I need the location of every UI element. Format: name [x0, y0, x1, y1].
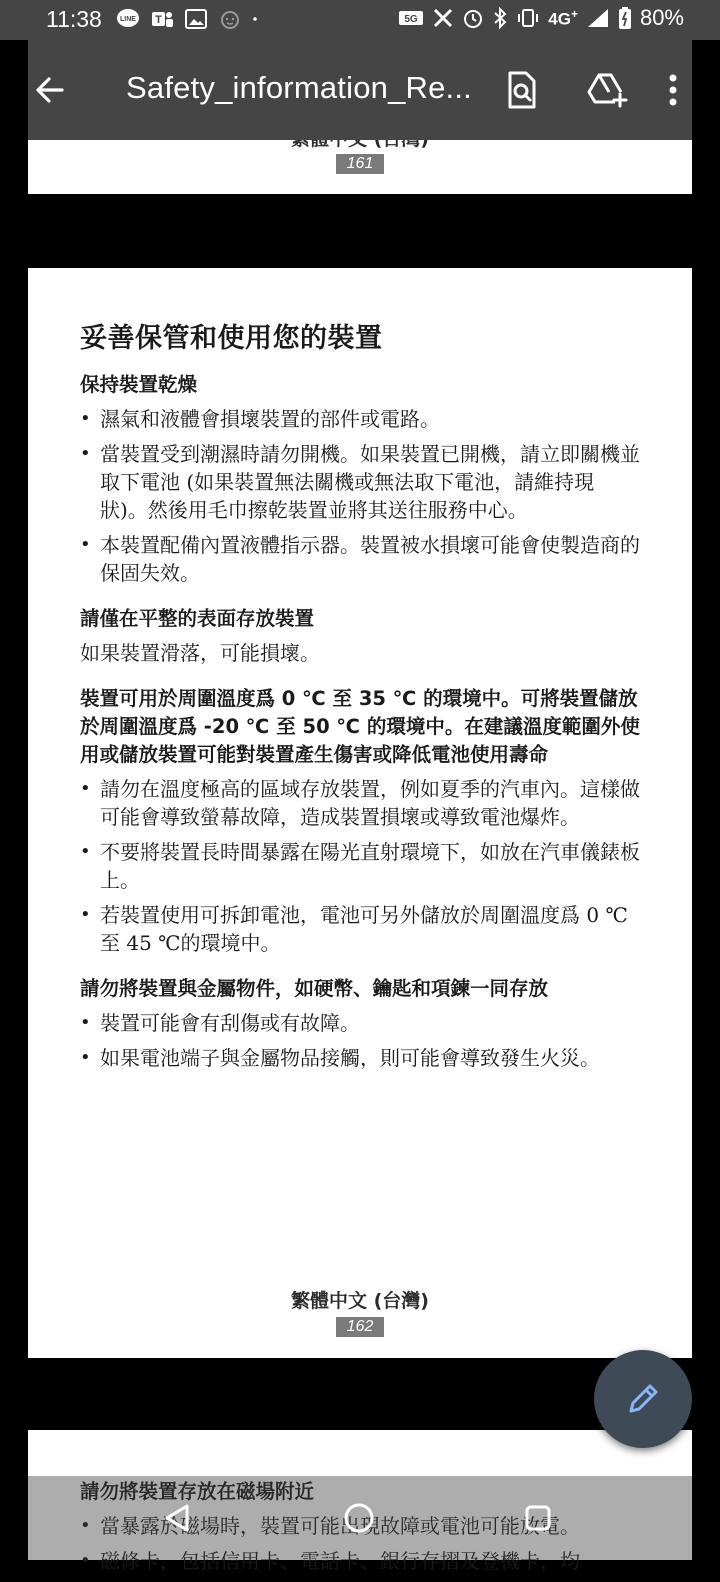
network-type: 4G+ [548, 6, 578, 29]
bullet-list-temperature [80, 775, 640, 957]
document-title: Safety_information_Re... [126, 70, 472, 105]
list-item: • 若裝置使用可拆卸電池，電池可另外儲放於周圍溫度爲 0 ℃ 至 45 ℃的環境中。 [80, 901, 640, 957]
x-app-icon [432, 8, 454, 28]
back-button[interactable] [28, 64, 72, 116]
alarm-icon [462, 7, 484, 29]
svg-text:T: T [155, 14, 162, 26]
app-bar [28, 40, 692, 140]
add-to-drive-icon [587, 72, 629, 108]
list-item: • 請勿在溫度極高的區域存放裝置，例如夏季的汽車內。這樣做可能會導致螢幕故障，造成裝置損壞或導致電池爆炸。 [80, 775, 640, 831]
list-item: • 如果電池端子與金屬物品接觸，則可能會導致發生火災。 [80, 1044, 640, 1072]
find-in-document-button[interactable] [498, 66, 546, 114]
list-item: • 濕氣和液體會損壞裝置的部件或電路。 [80, 405, 640, 433]
nav-home-button[interactable] [339, 1498, 379, 1538]
list-item: • 當裝置受到潮濕時請勿開機。如果裝置已開機，請立即關機並取下電池 (如果裝置無法關機或無法取下電池，請維持現狀)。然後用毛巾擦乾裝置並將其送往服務中心。 [80, 440, 640, 524]
left-gutter [0, 40, 28, 1560]
face-icon [218, 8, 242, 30]
subheading-keep-dry: 保持裝置乾燥 [80, 373, 198, 396]
svg-text:LINE: LINE [120, 16, 136, 23]
nav-back-button[interactable] [158, 1498, 198, 1538]
nav-home-icon [343, 1502, 375, 1534]
dot-icon [252, 8, 264, 30]
pdf-page-161 [28, 140, 692, 194]
edit-fab-button[interactable] [594, 1350, 692, 1448]
search-document-icon [506, 71, 538, 109]
paragraph-flat-surface: 如果裝置滑落，可能損壞。 [80, 641, 320, 665]
back-arrow-icon [35, 75, 65, 105]
more-vert-icon [668, 74, 678, 106]
pdf-page-162 [28, 268, 692, 1358]
page-content [80, 316, 640, 1079]
battery-percent: 80% [639, 5, 684, 30]
teams-icon [150, 8, 174, 30]
bullet-list-keep-dry [80, 405, 640, 587]
line-icon [116, 8, 140, 30]
add-to-drive-button[interactable] [584, 66, 632, 114]
right-gutter [692, 40, 720, 1560]
hd-voice-icon [398, 8, 424, 28]
page-number: 162 [336, 1317, 384, 1337]
list-item: • 裝置可能會有刮傷或有故障。 [80, 1009, 640, 1037]
subheading-flat-surface: 請僅在平整的表面存放裝置 [80, 607, 315, 630]
status-bar [0, 0, 720, 40]
status-time: 11:38 [46, 6, 102, 32]
nav-back-icon [163, 1503, 193, 1533]
list-item: • 磁條卡，包括信用卡、電話卡、銀行存摺及登機卡，均 [80, 1547, 640, 1575]
battery-icon [618, 6, 632, 30]
subheading-magnetic-fields: 請勿將裝置存放在磁場附近 [80, 1480, 315, 1503]
svg-text:5G: 5G [404, 14, 418, 25]
notification-icons [116, 8, 264, 30]
vibrate-icon [516, 7, 540, 29]
edit-pencil-icon [625, 1381, 661, 1417]
system-nav-bar [0, 1476, 720, 1560]
more-options-button[interactable] [658, 66, 688, 114]
list-item: • 當暴露於磁場時，裝置可能出現故障或電池可能放電。 [80, 1512, 640, 1540]
list-item: • 本裝置配備內置液體指示器。裝置被水損壞可能會使製造商的保固失效。 [80, 531, 640, 587]
section-title: 妥善保管和使用您的裝置 [80, 323, 383, 354]
bullet-list-metal-objects [80, 1009, 640, 1072]
page-footer-language: 繁體中文 (台灣) [291, 1290, 429, 1312]
nav-recents-icon [523, 1503, 553, 1533]
bluetooth-icon [492, 7, 508, 29]
system-status-icons [398, 5, 684, 31]
nav-recents-button[interactable] [518, 1498, 558, 1538]
page-number: 161 [336, 154, 384, 174]
list-item: • 不要將裝置長時間暴露在陽光直射環境下，如放在汽車儀錶板上。 [80, 838, 640, 894]
gallery-icon [184, 8, 208, 30]
signal-icon [586, 7, 610, 29]
subheading-temperature: 裝置可用於周圍溫度爲 0 ℃ 至 35 ℃ 的環境中。可將裝置儲放於周圍溫度爲 -20 ℃ 至 50 ℃ 的環境中。在建議溫度範圍外使用或儲放裝置可能對裝置產生傷害或降低電池使用壽命 [80, 687, 640, 766]
subheading-metal-objects: 請勿將裝置與金屬物件，如硬幣、鑰匙和項鍊一同存放 [80, 977, 549, 1000]
